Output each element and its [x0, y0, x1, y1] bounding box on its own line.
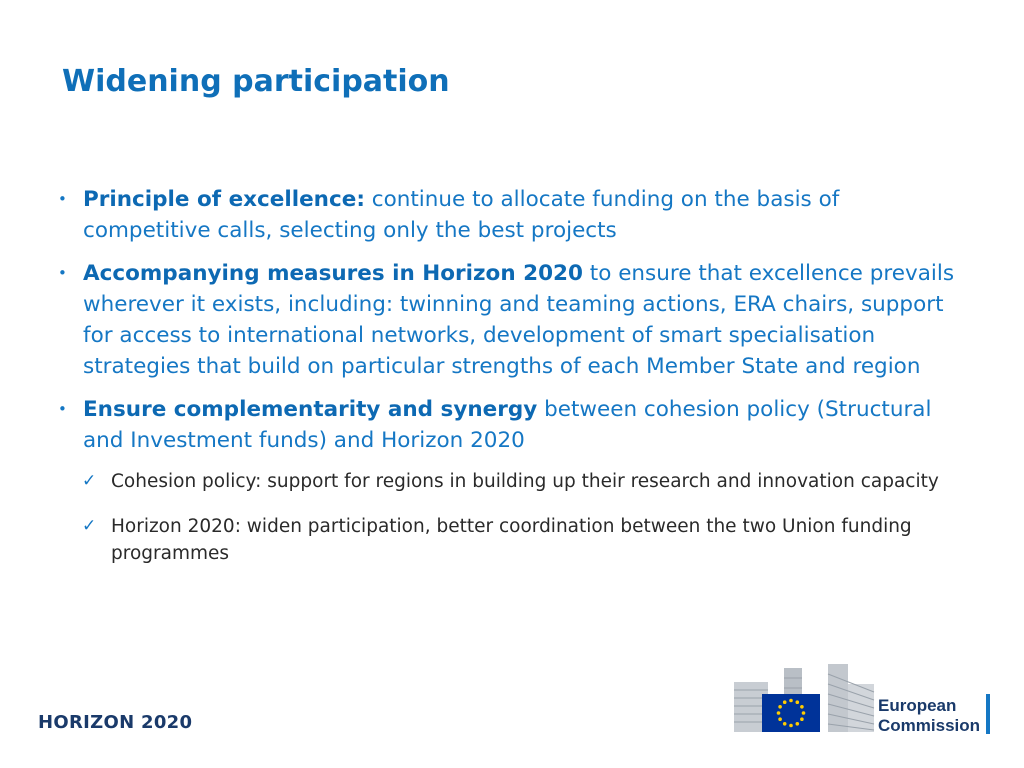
- horizon-2020-logo: HORIZON 2020: [38, 712, 193, 733]
- bullet-heading: Accompanying measures in Horizon 2020: [83, 261, 583, 286]
- bullet-heading: Principle of excellence:: [83, 187, 365, 212]
- bullet-dot-icon: •: [58, 264, 67, 282]
- bullet-item: [58, 394, 958, 456]
- logo-text-commission: Commission: [878, 716, 981, 735]
- logo-text-european: European: [878, 696, 957, 715]
- slide-title: Widening participation: [62, 64, 450, 99]
- eu-flag-icon: [762, 694, 820, 732]
- bullet-heading: Ensure complementarity and synergy: [83, 397, 538, 422]
- sub-bullet-item: [58, 468, 958, 495]
- bullet-item: [58, 184, 958, 246]
- bullet-text: continue to allocate funding on the basis of competitive calls, selecting only the best projects: [83, 187, 840, 243]
- checkmark-icon: ✓: [82, 516, 97, 536]
- bullet-dot-icon: •: [58, 400, 67, 418]
- bullet-list: [58, 184, 958, 585]
- sub-bullet-text: Horizon 2020: widen participation, better coordination between the two Union funding programmes: [111, 516, 912, 564]
- sub-bullet-text: Cohesion policy: support for regions in building up their research and innovation capacity: [111, 471, 939, 492]
- bullet-item: [58, 258, 958, 382]
- bullet-text: to ensure that excellence prevails wherever it exists, including: twinning and teaming actions, ERA chairs, support for access to international networks, development of smart specialisation strategies that build on particular strengths of each Member State and region: [83, 261, 955, 379]
- sub-bullet-item: [58, 513, 958, 567]
- checkmark-icon: ✓: [82, 471, 97, 491]
- bullet-text: between cohesion policy (Structural and Investment funds) and Horizon 2020: [83, 397, 932, 453]
- european-commission-logo: [734, 664, 994, 736]
- logo-accent-bar: [986, 694, 990, 734]
- sub-bullet-list: [58, 468, 958, 567]
- bullet-dot-icon: •: [58, 190, 67, 208]
